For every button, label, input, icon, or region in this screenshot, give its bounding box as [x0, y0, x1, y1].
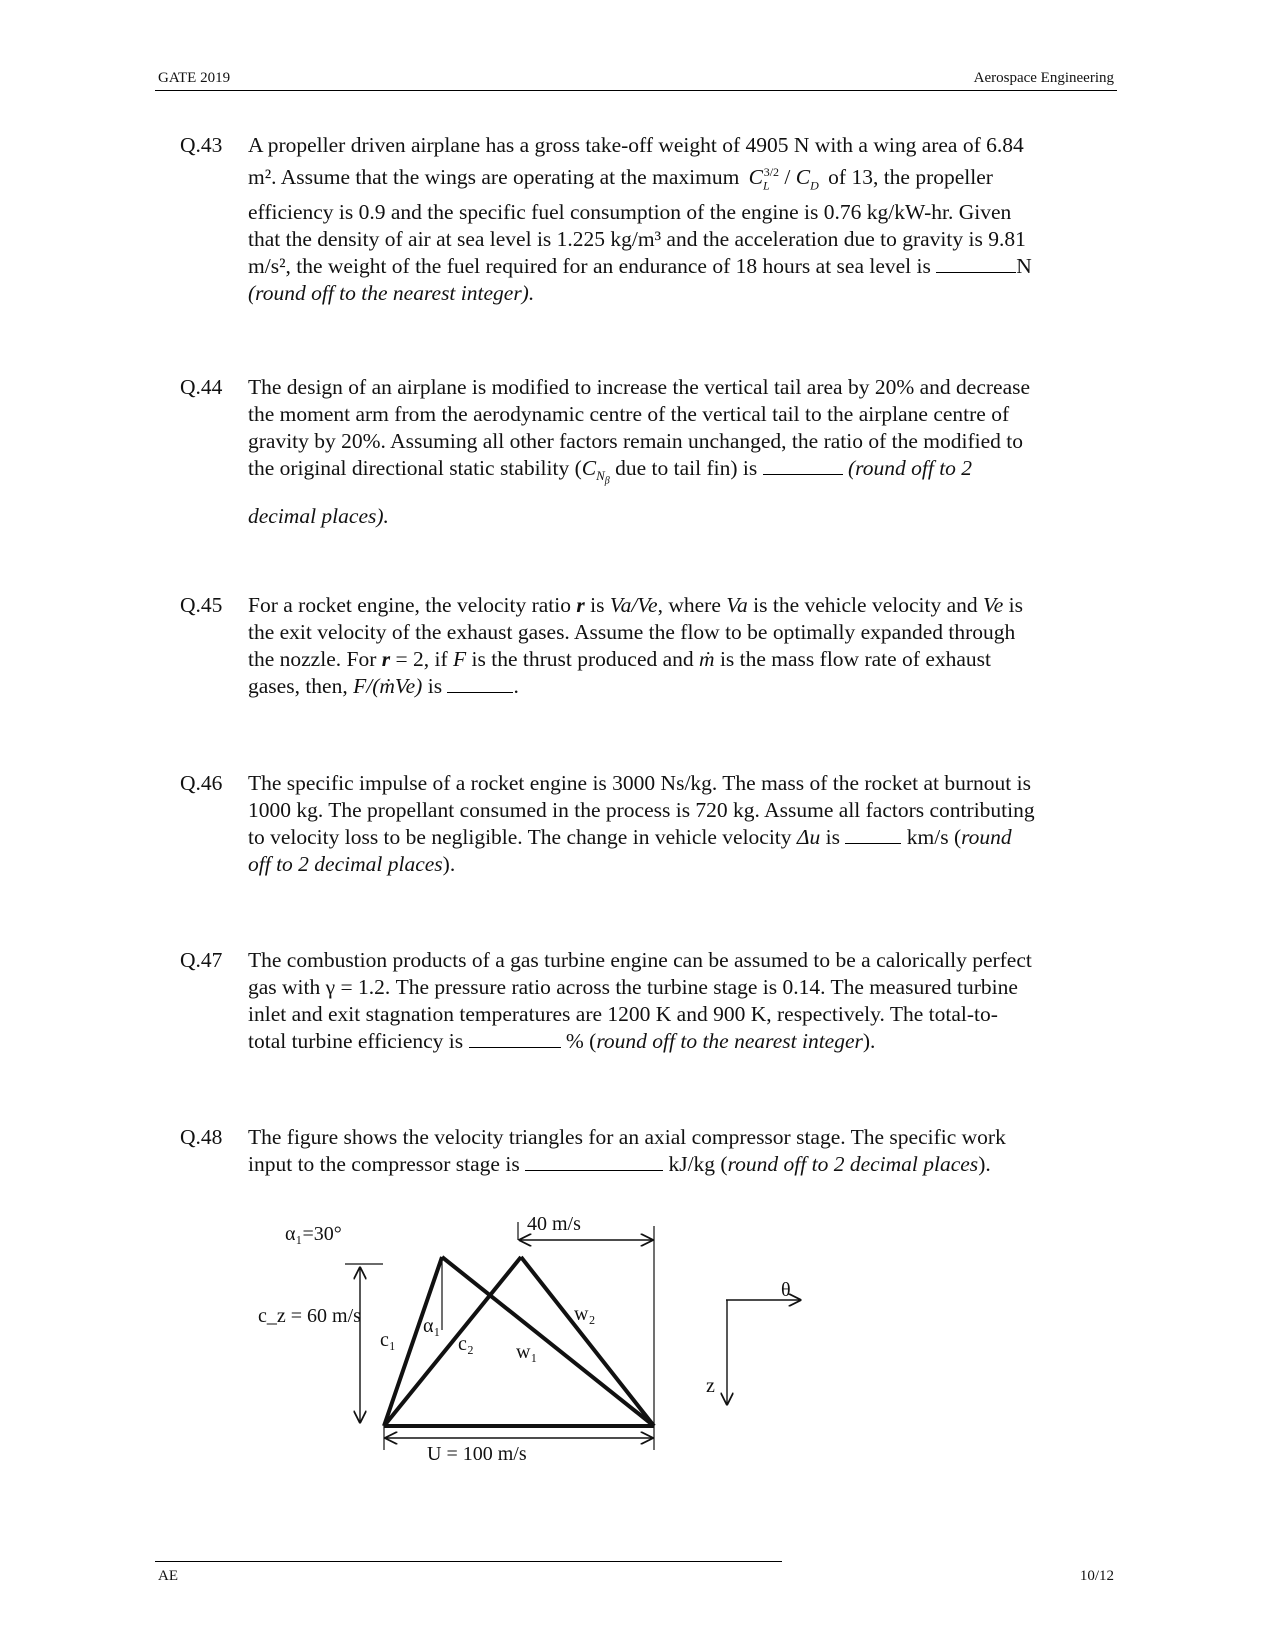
subject-title: Aerospace Engineering: [973, 70, 1114, 86]
question-line: gas with γ = 1.2. The pressure ratio across the turbine stage is 0.14. The measured turbine: [248, 975, 1018, 999]
question-line: The combustion products of a gas turbine engine can be assumed to be a calorically perfect: [248, 948, 1032, 972]
question-line: The design of an airplane is modified to increase the vertical tail area by 20% and decrease: [248, 375, 1031, 399]
question-line: gravity by 20%. Assuming all other factors remain unchanged, the ratio of the modified to: [248, 429, 1023, 453]
question-line: the original directional static stability ($C_{N_\beta}$ due to tail fin) is (round off to 2: [248, 456, 973, 487]
question-line: the moment arm from the aerodynamic centre of the vertical tail to the airplane centre of: [248, 402, 1010, 426]
lift-drag-expression: $C_L^{3/2} / C_D$: [748, 165, 819, 193]
question-line: that the density of air at sea level is 1.225 kg/m³ and the acceleration due to gravity is 9.81: [248, 227, 1026, 252]
question-line: gases, then, F/(ṁVe) is .: [248, 674, 519, 698]
question-line: total turbine efficiency is % (round off to the nearest integer).: [248, 1029, 876, 1053]
blade-speed-label: U = 100 m/s: [427, 1443, 527, 1465]
question-line: to velocity loss to be negligible. The change in vehicle velocity Δu is km/s (round: [248, 825, 1012, 849]
footer-divider: [155, 1561, 782, 1562]
question-number: Q.48: [180, 1125, 223, 1149]
question-line: 1000 kg. The propellant consumed in the process is 720 kg. Assume all factors contributing: [248, 798, 1035, 822]
question-number: Q.45: [180, 593, 223, 617]
w2-label: w₂: [574, 1303, 596, 1325]
question-line: A propeller driven airplane has a gross take-off weight of 4905 N with a wing area of 6.84: [248, 133, 1024, 157]
axial-velocity-label: c_z = 60 m/s: [258, 1305, 361, 1327]
theta-label: θ: [781, 1279, 791, 1301]
c1-label: c₁: [380, 1329, 396, 1351]
whirl-difference-label: 40 m/s: [527, 1213, 581, 1235]
question-number: Q.44: [180, 375, 223, 399]
question-note: off to 2 decimal places).: [248, 852, 456, 876]
c2-label: c₂: [458, 1333, 474, 1355]
alpha-angle-label: α₁=30°: [285, 1223, 342, 1245]
alpha1-label: α₁: [423, 1315, 441, 1337]
question-line: input to the compressor stage is kJ/kg (round off to 2 decimal places).: [248, 1152, 991, 1176]
question-line: The specific impulse of a rocket engine is 3000 Ns/kg. The mass of the rocket at burnout is: [248, 771, 1031, 795]
z-label: z: [706, 1375, 715, 1397]
question-number: Q.46: [180, 771, 223, 795]
question-note: decimal places).: [248, 503, 389, 528]
question-line: the nozzle. For r = 2, if F is the thrust produced and ṁ is the mass flow rate of exhaust: [248, 647, 992, 671]
c2-vector: [384, 1257, 521, 1426]
question-number: Q.47: [180, 948, 223, 972]
page-number: 10/12: [1079, 1568, 1114, 1584]
question-line: m/s², the weight of the fuel required for an endurance of 18 hours at sea level is N: [248, 254, 1032, 279]
question-line: efficiency is 0.9 and the specific fuel consumption of the engine is 0.76 kg/kW-hr. Given: [248, 200, 1012, 225]
question-number: Q.43: [180, 133, 223, 157]
question-line: the exit velocity of the exhaust gases. Assume the flow to be optimally expanded through: [248, 620, 1016, 644]
w2-vector: [521, 1257, 654, 1426]
question-line: For a rocket engine, the velocity ratio r is Va/Ve, where Va is the vehicle velocity and Ve is: [248, 593, 1024, 617]
thrust-ratio-expression: F/(ṁVe): [353, 674, 423, 698]
paper-code: AE: [158, 1568, 178, 1584]
stability-symbol: $C_{N_\beta}$: [581, 456, 610, 487]
question-line: The figure shows the velocity triangles for an axial compressor stage. The specific work: [248, 1125, 1006, 1149]
question-note: (round off to the nearest integer).: [248, 281, 535, 306]
question-line: m². Assume that the wings are operating at the maximum $C_L^{3/2} / C_D$ of 13, the propeller: [248, 165, 993, 193]
exam-title: GATE 2019: [158, 70, 231, 86]
question-line: inlet and exit stagnation temperatures are 1200 K and 900 K, respectively. The total-to-: [248, 1002, 998, 1026]
w1-label: w₁: [516, 1341, 538, 1363]
